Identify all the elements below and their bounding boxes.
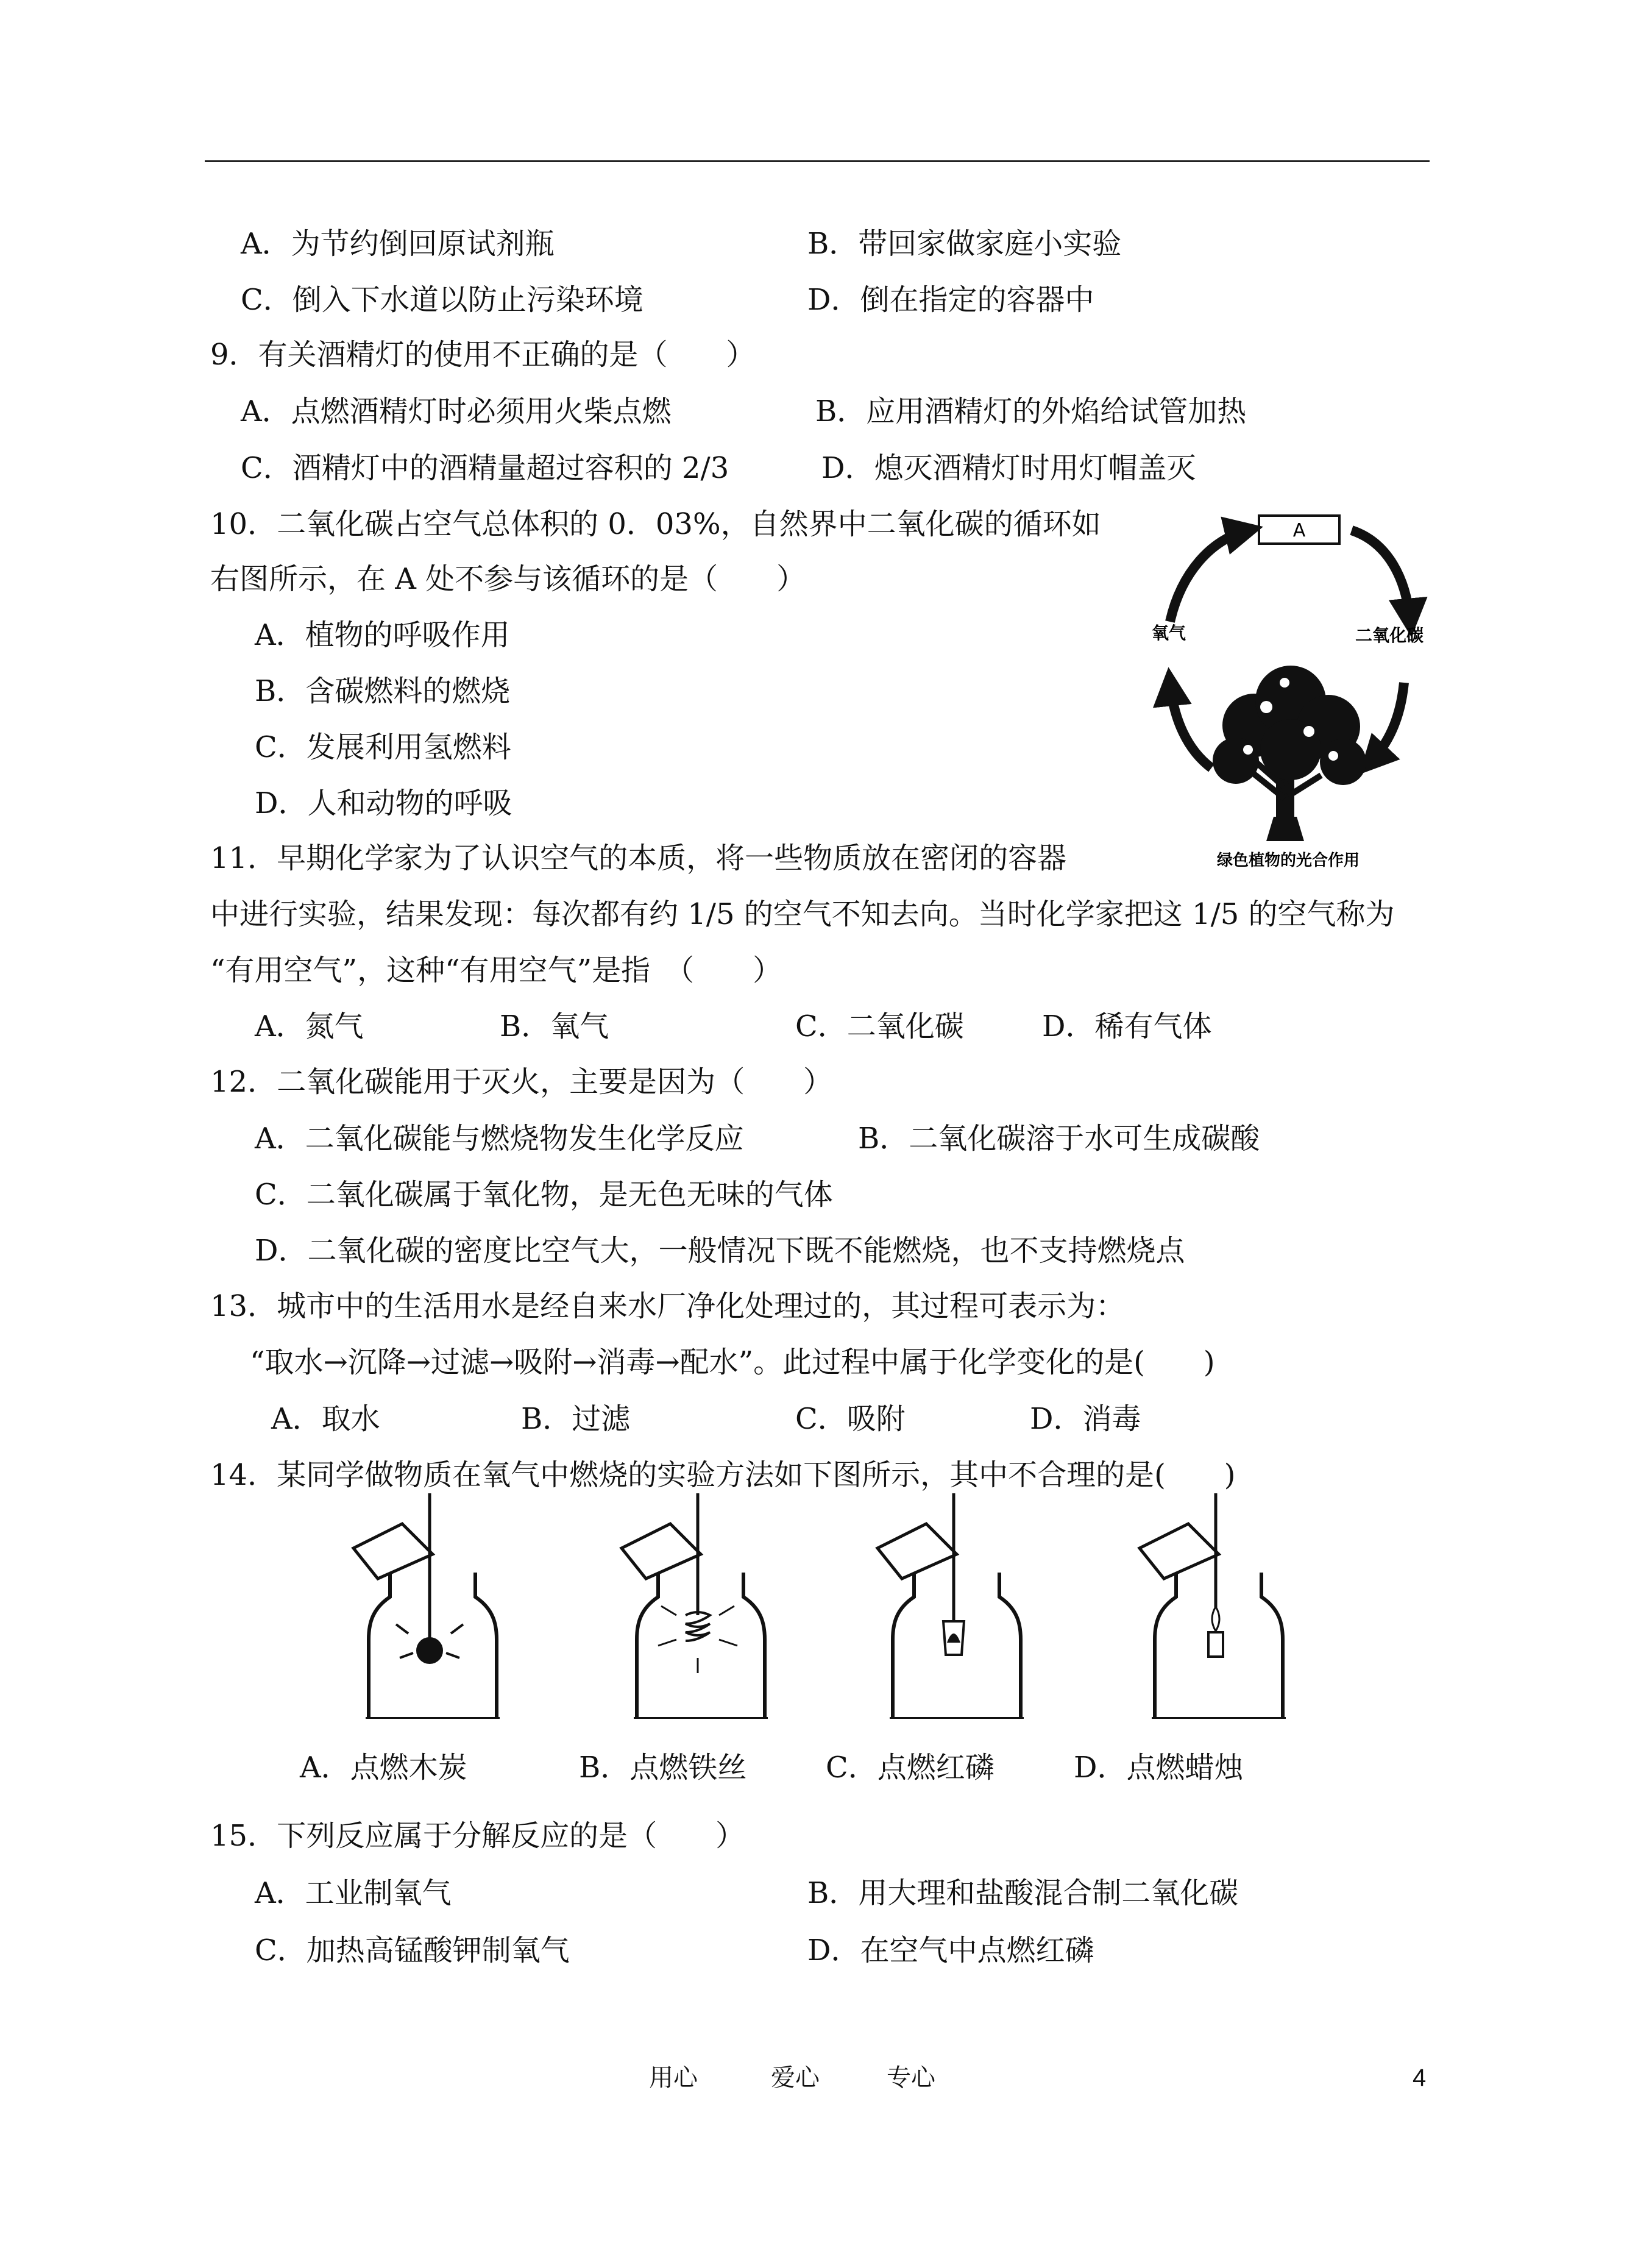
q13-option-d: D．消毒 bbox=[1030, 1402, 1141, 1436]
q8-option-b: B．带回家做家庭小实验 bbox=[807, 227, 1122, 261]
q15-option-a: A．工业制氧气 bbox=[255, 1876, 452, 1910]
footer-word-2: 爱心 bbox=[771, 2064, 820, 2092]
q15-option-b: B．用大理和盐酸混合制二氧化碳 bbox=[807, 1876, 1239, 1910]
q14-stem: 14．某同学做物质在氧气中燃烧的实验方法如下图所示，其中不合理的是( ) bbox=[210, 1458, 1236, 1492]
q10-option-c: C．发展利用氢燃料 bbox=[255, 730, 511, 764]
q10-option-a: A．植物的呼吸作用 bbox=[255, 618, 510, 652]
cycle-caption: 绿色植物的光合作用 bbox=[1216, 851, 1360, 870]
footer-word-1: 用心 bbox=[649, 2064, 698, 2092]
q12-option-b: B．二氧化碳溶于水可生成碳酸 bbox=[858, 1122, 1260, 1156]
footer-word-3: 专心 bbox=[887, 2064, 935, 2092]
cycle-arrow-bottom-left bbox=[1170, 683, 1211, 768]
q9-option-c: C．酒精灯中的酒精量超过容积的 2/3 bbox=[241, 451, 729, 485]
q8-option-c: C．倒入下水道以防止污染环境 bbox=[241, 283, 644, 317]
q11-option-d: D．稀有气体 bbox=[1042, 1009, 1212, 1043]
q9-option-b: B．应用酒精灯的外焰给试管加热 bbox=[815, 394, 1247, 428]
q13-stem-line1: 13．城市中的生活用水是经自来水厂净化处理过的，其过程可表示为： bbox=[210, 1289, 1126, 1323]
q11-option-a: A．氮气 bbox=[255, 1009, 364, 1043]
header-rule bbox=[205, 160, 1430, 162]
candle-flame-icon bbox=[1212, 1607, 1219, 1631]
q10-option-d: D．人和动物的呼吸 bbox=[255, 786, 512, 820]
q15-option-d: D．在空气中点燃红磷 bbox=[807, 1933, 1094, 1968]
q14-option-c: C．点燃红磷 bbox=[826, 1751, 994, 1785]
q11-stem-line3: “有用空气”，这种“有用空气”是指 （ ） bbox=[210, 953, 782, 987]
q10-stem-line1: 10．二氧化碳占空气总体积的 0．03%，自然界中二氧化碳的循环如 bbox=[210, 507, 1101, 541]
q10-stem-line2: 右图所示，在 A 处不参与该循环的是（ ） bbox=[210, 562, 806, 596]
q12-stem: 12．二氧化碳能用于灭火，主要是因为（ ） bbox=[210, 1065, 833, 1099]
jar-red-phosphorus bbox=[878, 1493, 1024, 1719]
jar-charcoal bbox=[353, 1493, 500, 1719]
page-number: 4 bbox=[1413, 2064, 1427, 2091]
charcoal-flame-icon bbox=[416, 1637, 443, 1664]
q9-option-a: A．点燃酒精灯时必须用火柴点燃 bbox=[241, 394, 672, 428]
q10-option-b: B．含碳燃料的燃烧 bbox=[255, 674, 511, 708]
cycle-co2-label: 二氧化碳 bbox=[1355, 625, 1424, 645]
q15-option-c: C．加热高锰酸钾制氧气 bbox=[255, 1933, 570, 1968]
q11-option-c: C．二氧化碳 bbox=[795, 1009, 964, 1043]
q12-option-a: A．二氧化碳能与燃烧物发生化学反应 bbox=[255, 1122, 744, 1156]
q9-stem: 9．有关酒精灯的使用不正确的是（ ） bbox=[210, 338, 756, 372]
cycle-arrow-top-right bbox=[1352, 530, 1410, 622]
q8-option-a: A．为节约倒回原试剂瓶 bbox=[241, 227, 555, 261]
q13-option-a: A．取水 bbox=[271, 1402, 380, 1436]
jar-iron-wire bbox=[622, 1493, 768, 1719]
q8-option-d: D．倒在指定的容器中 bbox=[807, 283, 1094, 317]
q14-option-b: B．点燃铁丝 bbox=[579, 1751, 747, 1785]
cycle-arrow-bottom-right bbox=[1370, 683, 1404, 763]
q9-option-d: D．熄灭酒精灯时用灯帽盖灭 bbox=[821, 451, 1196, 485]
combustion-jars-figure bbox=[341, 1493, 1316, 1719]
q13-option-c: C．吸附 bbox=[795, 1402, 906, 1436]
cycle-arrow-top-left bbox=[1170, 530, 1248, 622]
q14-option-a: A．点燃木炭 bbox=[300, 1751, 467, 1785]
q15-stem: 15．下列反应属于分解反应的是（ ） bbox=[210, 1819, 745, 1853]
candle-icon bbox=[1208, 1632, 1223, 1657]
tree-icon bbox=[1213, 666, 1366, 841]
cycle-oxygen-label: 氧气 bbox=[1151, 623, 1186, 643]
jar-candle bbox=[1140, 1493, 1286, 1719]
q13-option-b: B．过滤 bbox=[521, 1402, 631, 1436]
carbon-cycle-figure bbox=[1138, 500, 1431, 878]
q11-stem-line1: 11．早期化学家为了认识空气的本质，将一些物质放在密闭的容器 bbox=[210, 841, 1067, 875]
cycle-box-label: A bbox=[1292, 520, 1306, 541]
iron-coil-icon bbox=[686, 1612, 710, 1641]
q14-option-d: D．点燃蜡烛 bbox=[1074, 1751, 1244, 1785]
q12-option-d: D．二氧化碳的密度比空气大，一般情况下既不能燃烧，也不支持燃烧点 bbox=[255, 1234, 1185, 1268]
q13-stem-line2: “取水→沉降→过滤→吸附→消毒→配水”。此过程中属于化学变化的是( ) bbox=[250, 1345, 1215, 1379]
q11-option-b: B．氧气 bbox=[500, 1009, 609, 1043]
q12-option-c: C．二氧化碳属于氧化物，是无色无味的气体 bbox=[255, 1178, 833, 1212]
q11-stem-line2: 中进行实验，结果发现：每次都有约 1/5 的空气不知去向。当时化学家把这 1/5 的空气称为 bbox=[210, 897, 1395, 931]
